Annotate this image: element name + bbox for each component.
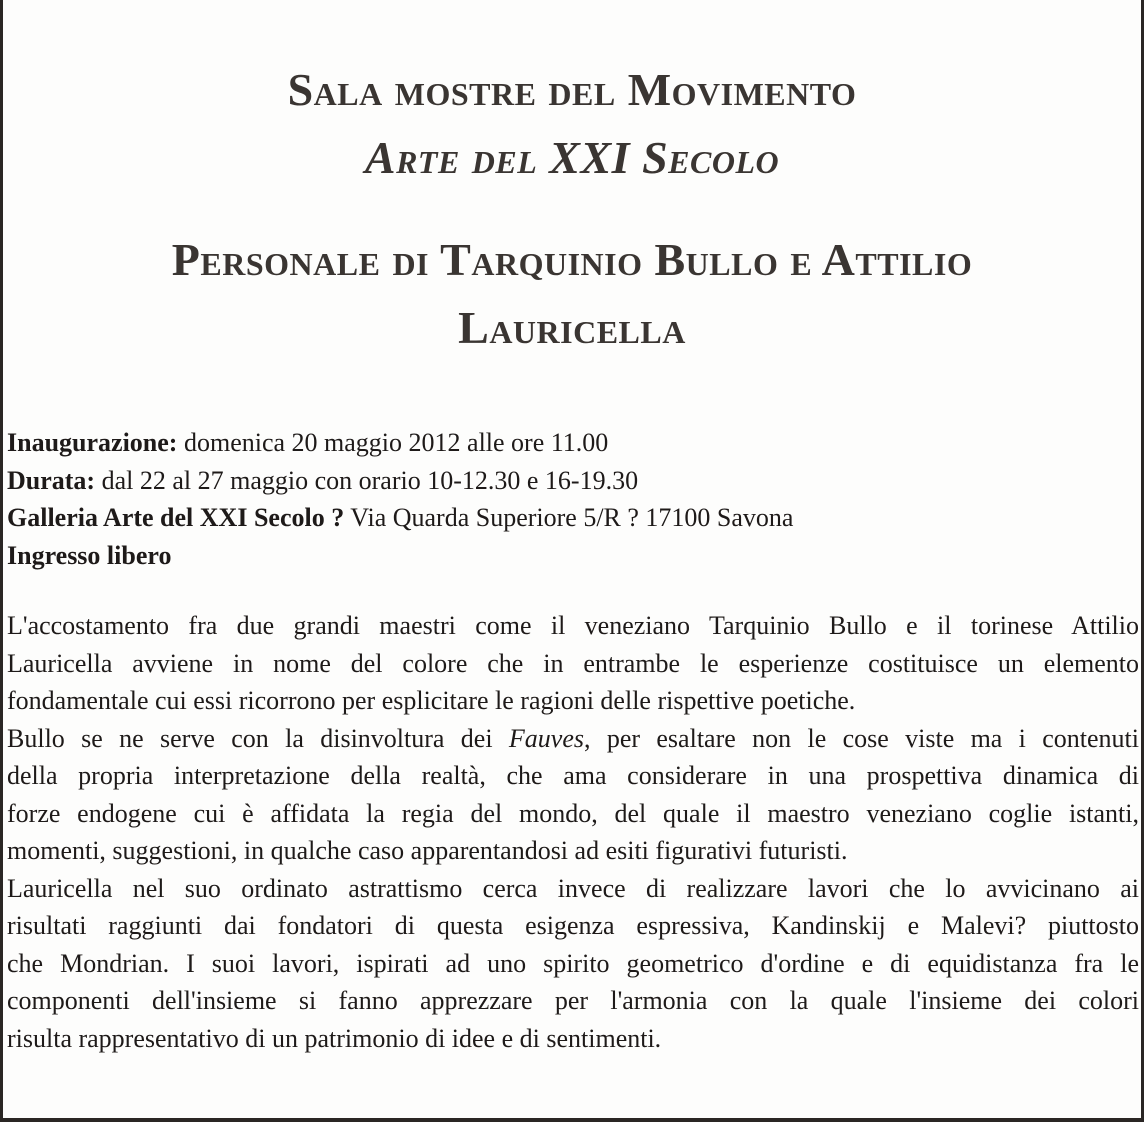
body-line: che Mondrian. I suoi lavori, ispirati ad uno spirito geometrico d'ordine e di equidistanza fra le — [7, 948, 1139, 978]
subtitle-line-2: Lauricella — [458, 302, 686, 353]
info-venue — [7, 499, 1137, 537]
title-line-1: Sala mostre del Movimento — [287, 64, 857, 115]
body-line — [7, 720, 1139, 758]
event-info — [7, 424, 1137, 574]
info-duration — [7, 462, 1137, 500]
body-line: Lauricella avviene in nome del colore che in entrambe le esperienze costituisce un elemento — [7, 648, 1139, 678]
body-line: fondamentale cui essi ricorrono per esplicitare le ragioni delle rispettive poetiche. — [7, 686, 856, 715]
body-line: risultati raggiunti dai fondatori di questa esigenza espressiva, Kandinskij e Malevi? piuttosto — [7, 911, 1139, 940]
body-line: componenti dell'insieme si fanno apprezzare per l'armonia con la quale l'insieme dei colori — [7, 986, 1139, 1015]
info-admission — [7, 537, 1137, 575]
body-line: forze endogene cui è affidata la regia del mondo, del quale il maestro veneziano coglie istanti, — [7, 798, 1139, 828]
info-value: dal 22 al 27 maggio con orario 10-12.30 e 16-19.30 — [95, 465, 639, 495]
body-text-segment: , per esaltare non le cose viste ma i contenuti — [584, 723, 1139, 753]
page-border-bottom — [0, 1118, 1144, 1122]
article-body — [7, 607, 1139, 1057]
body-emphasis: Fauves — [508, 723, 584, 753]
info-label: Durata: — [7, 465, 96, 495]
info-value: Via Quarda Superiore 5/R ? 17100 Savona — [344, 503, 794, 532]
info-label: Galleria Arte del XXI Secolo ? — [7, 503, 345, 532]
body-line: della propria interpretazione della realtà, che ama considerare in una prospettiva dinamica di — [7, 761, 1139, 790]
subtitle-line-1: Personale di Tarquinio Bullo e Attilio — [171, 234, 973, 285]
body-line: risulta rappresentativo di un patrimonio di idee e di sentimenti. — [7, 1023, 662, 1053]
info-label: Inaugurazione: — [7, 428, 178, 457]
body-text-segment: Bullo se ne serve con la disinvoltura dei — [7, 723, 509, 753]
info-inauguration — [7, 424, 1137, 462]
body-line: Lauricella nel suo ordinato astrattismo cerca invece di realizzare lavori che lo avvicinano ai — [7, 873, 1139, 903]
info-label: Ingresso libero — [7, 540, 172, 570]
body-line: L'accostamento fra due grandi maestri come il veneziano Tarquinio Bullo e il torinese Attilio — [7, 611, 1139, 640]
body-line: momenti, suggestioni, in qualche caso apparentandosi ad esiti figurativi futuristi. — [7, 836, 848, 865]
info-value: domenica 20 maggio 2012 alle ore 11.00 — [177, 428, 609, 457]
title-line-2: Arte del XXI Secolo — [364, 132, 780, 183]
